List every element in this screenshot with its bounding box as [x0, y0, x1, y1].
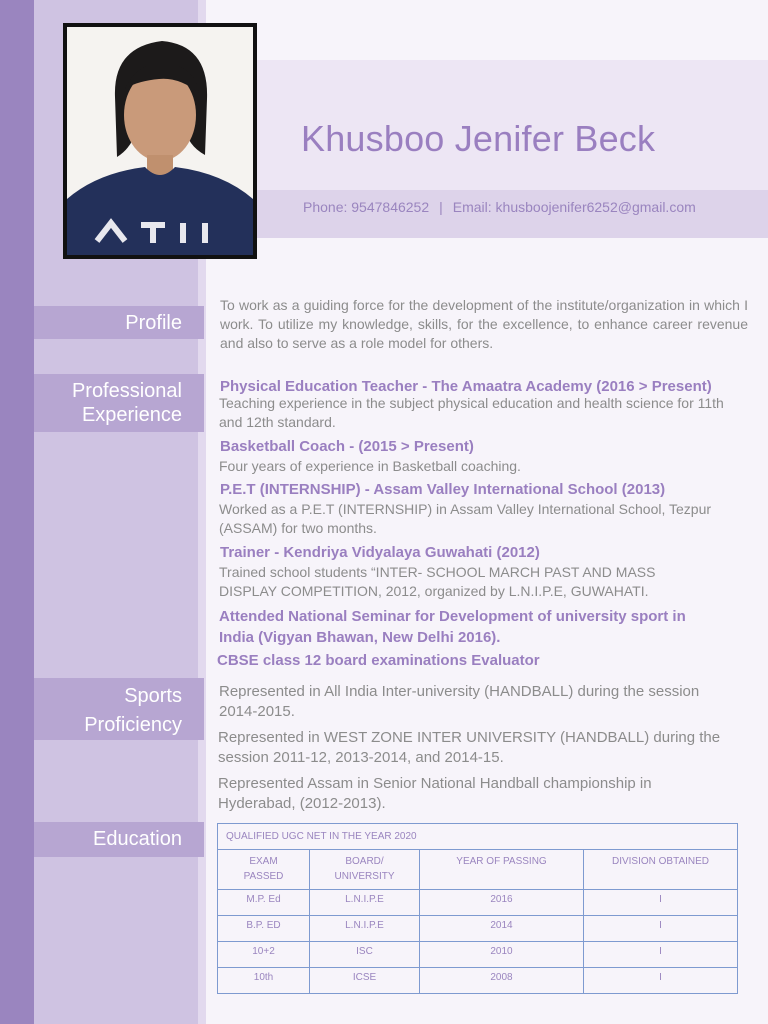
- job-desc-3: Worked as a P.E.T (INTERNSHIP) in Assam Valley International School, Tezpur (ASSAM) for two months.: [219, 501, 712, 536]
- education-cell: I: [584, 916, 738, 942]
- education-header-row: [218, 850, 738, 890]
- education-qualified-row: [218, 824, 738, 850]
- education-cell: L.N.I.P.E: [310, 890, 420, 916]
- education-cell: 10+2: [218, 942, 310, 968]
- sports-item-3: Represented Assam in Senior National Handball championship in Hyderabad, (2012-2013).: [218, 775, 652, 812]
- candidate-name: Khusboo Jenifer Beck: [301, 118, 656, 159]
- education-qualified-cell: QUALIFIED UGC NET IN THE YEAR 2020: [218, 824, 738, 850]
- profile-text: To work as a guiding force for the development of the institute/organization in which I work. To utilize my knowledge, skills, for the excellence, to enhance career revenue and also to serve as a role model for others.: [220, 297, 748, 351]
- section-label-sports-line1: Sports: [124, 685, 182, 707]
- job-title-5: Attended National Seminar for Development of university sport in India (Vigyan Bhawan, New Delhi 2016).: [219, 608, 686, 646]
- education-cell: 10th: [218, 968, 310, 994]
- education-cell: L.N.I.P.E: [310, 916, 420, 942]
- table-row: [218, 916, 738, 942]
- education-cell: I: [584, 968, 738, 994]
- sports-item-2: Represented in WEST ZONE INTER UNIVERSITY (HANDBALL) during the session 2011-12, 2013-2014, and 2014-15.: [218, 729, 721, 766]
- job-title-2: Basketball Coach - (2015 > Present): [220, 438, 474, 455]
- education-cell: B.P. ED: [218, 916, 310, 942]
- job-desc-1: Teaching experience in the subject physical education and health science for 11th and 12th standard.: [219, 395, 724, 430]
- section-label-sports-line2: Proficiency: [84, 714, 182, 736]
- education-cell: M.P. Ed: [218, 890, 310, 916]
- education-header-board: BOARD/ UNIVERSITY: [310, 850, 420, 890]
- table-row: [218, 942, 738, 968]
- education-cell: 2014: [420, 916, 584, 942]
- contact-separator: |: [439, 199, 443, 215]
- table-row: [218, 890, 738, 916]
- education-header-exam: EXAM PASSED: [218, 850, 310, 890]
- profile-photo-image: [67, 27, 253, 255]
- table-row: [218, 968, 738, 994]
- sports-item-1: Represented in All India Inter-university (HANDBALL) during the session 2014-2015.: [219, 683, 700, 720]
- contact-line: [303, 199, 696, 215]
- education-cell: 2008: [420, 968, 584, 994]
- job-title-4: Trainer - Kendriya Vidyalaya Guwahati (2012): [220, 544, 540, 561]
- education-cell: 2016: [420, 890, 584, 916]
- section-label-profile: Profile: [34, 306, 204, 339]
- section-label-experience-line2: Experience: [81, 404, 182, 426]
- left-accent-strip: [0, 0, 34, 1024]
- education-header-year: YEAR OF PASSING: [420, 850, 584, 890]
- profile-photo: [63, 23, 257, 259]
- job-desc-4: Trained school students “INTER- SCHOOL MARCH PAST AND MASS DISPLAY COMPETITION, 2012, organized by L.N.I.P.E, GUWAHATI.: [219, 564, 656, 599]
- education-cell: ISC: [310, 942, 420, 968]
- job-desc-2: Four years of experience in Basketball coaching.: [219, 458, 521, 474]
- portrait-illustration: [67, 27, 253, 255]
- section-label-education: Education: [34, 822, 204, 857]
- education-cell: ICSE: [310, 968, 420, 994]
- phone-text: Phone: 9547846252: [303, 199, 430, 215]
- education-cell: I: [584, 890, 738, 916]
- email-text: Email: khusboojenifer6252@gmail.com: [452, 199, 696, 215]
- education-header-division: DIVISION OBTAINED: [584, 850, 738, 890]
- job-title-6: CBSE class 12 board examinations Evaluator: [217, 652, 540, 669]
- section-label-experience-line1: Professional: [71, 380, 182, 402]
- job-title-3: P.E.T (INTERNSHIP) - Assam Valley International School (2013): [220, 481, 666, 498]
- education-cell: 2010: [420, 942, 584, 968]
- education-table: [217, 823, 738, 994]
- education-cell: I: [584, 942, 738, 968]
- section-label-sports: [34, 678, 204, 740]
- section-label-experience: [34, 374, 204, 432]
- job-title-1: Physical Education Teacher - The Amaatra Academy (2016 > Present): [220, 378, 712, 395]
